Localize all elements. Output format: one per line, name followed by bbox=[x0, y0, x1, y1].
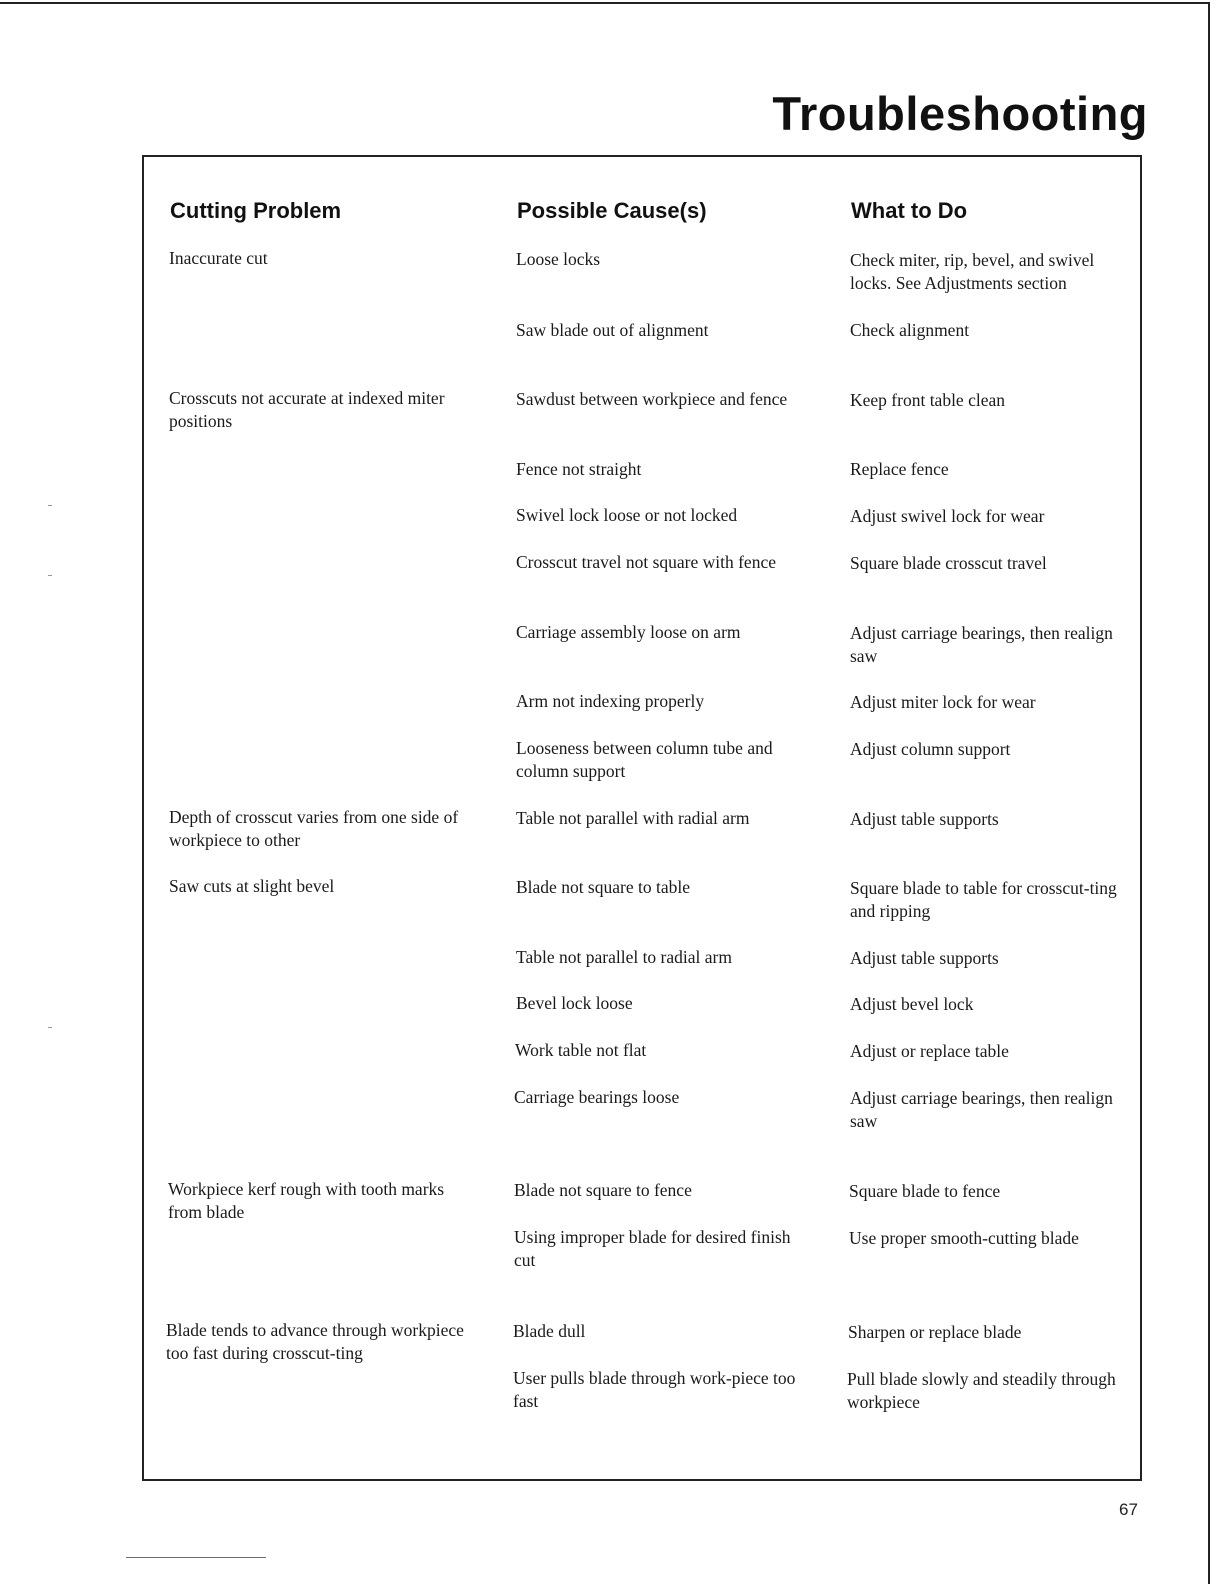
action-cell: Adjust table supports bbox=[850, 809, 999, 829]
page-right-border bbox=[1208, 2, 1210, 1584]
problem-cell: Crosscuts not accurate at indexed miter positions bbox=[169, 388, 445, 431]
cause-cell: Blade not square to table bbox=[516, 877, 690, 897]
header-what-to-do: What to Do bbox=[851, 198, 968, 223]
margin-mark bbox=[48, 505, 52, 506]
action-cell: Keep front table clean bbox=[850, 390, 1005, 410]
page-top-border bbox=[0, 2, 1210, 4]
cause-cell: Arm not indexing properly bbox=[516, 691, 705, 711]
header-cutting-problem: Cutting Problem bbox=[170, 198, 342, 223]
header-possible-causes: Possible Cause(s) bbox=[517, 198, 707, 223]
action-cell: Replace fence bbox=[850, 459, 949, 479]
action-cell: Check miter, rip, bevel, and swivel locks. See Adjustments section bbox=[850, 250, 1095, 293]
problem-cell: Blade tends to advance through workpiece too fast during crosscut-ting bbox=[166, 1320, 464, 1363]
bottom-underline bbox=[126, 1557, 266, 1558]
problem-cell: Saw cuts at slight bevel bbox=[169, 876, 335, 896]
action-cell: Adjust or replace table bbox=[850, 1041, 1009, 1061]
action-cell: Adjust column support bbox=[850, 739, 1011, 759]
action-cell: Square blade to fence bbox=[849, 1181, 1001, 1201]
action-cell: Check alignment bbox=[850, 320, 970, 340]
cause-cell: Table not parallel to radial arm bbox=[516, 947, 732, 967]
action-cell: Pull blade slowly and steadily through workpiece bbox=[847, 1369, 1116, 1412]
action-cell: Adjust miter lock for wear bbox=[850, 692, 1036, 712]
problem-cell: Workpiece kerf rough with tooth marks from blade bbox=[168, 1179, 445, 1222]
cause-cell: Sawdust between workpiece and fence bbox=[516, 389, 788, 409]
cause-cell: Blade not square to fence bbox=[514, 1180, 692, 1200]
cause-cell: Carriage bearings loose bbox=[514, 1087, 680, 1107]
cause-cell: Work table not flat bbox=[515, 1040, 647, 1060]
action-cell: Adjust carriage bearings, then realign saw bbox=[850, 623, 1113, 666]
cause-cell: Fence not straight bbox=[516, 459, 642, 479]
cause-cell: Using improper blade for desired finish cut bbox=[514, 1227, 791, 1270]
problem-cell: Inaccurate cut bbox=[169, 248, 268, 268]
cause-cell: Swivel lock loose or not locked bbox=[516, 505, 738, 525]
action-cell: Adjust table supports bbox=[850, 948, 999, 968]
cause-cell: Loose locks bbox=[516, 249, 601, 269]
cause-cell: Blade dull bbox=[513, 1321, 586, 1341]
cause-cell: Bevel lock loose bbox=[516, 993, 633, 1013]
action-cell: Square blade crosscut travel bbox=[850, 553, 1047, 573]
action-cell: Use proper smooth-cutting blade bbox=[849, 1228, 1079, 1248]
page-number: 67 bbox=[1119, 1500, 1138, 1519]
cause-cell: Looseness between column tube and column support bbox=[516, 738, 773, 781]
margin-mark bbox=[48, 1027, 52, 1028]
action-cell: Sharpen or replace blade bbox=[848, 1322, 1022, 1342]
action-cell: Adjust carriage bearings, then realign saw bbox=[850, 1088, 1113, 1131]
problem-cell: Depth of crosscut varies from one side of workpiece to other bbox=[169, 807, 459, 850]
margin-mark bbox=[48, 575, 52, 576]
action-cell: Adjust bevel lock bbox=[850, 994, 974, 1014]
cause-cell: Crosscut travel not square with fence bbox=[516, 552, 776, 572]
page-title: Troubleshooting bbox=[772, 87, 1148, 140]
action-cell: Adjust swivel lock for wear bbox=[850, 506, 1045, 526]
cause-cell: Carriage assembly loose on arm bbox=[516, 622, 741, 642]
cause-cell: Saw blade out of alignment bbox=[516, 320, 709, 340]
cause-cell: Table not parallel with radial arm bbox=[516, 808, 750, 828]
cause-cell: User pulls blade through work-piece too fast bbox=[513, 1368, 796, 1411]
action-cell: Square blade to table for crosscut-ting and ripping bbox=[850, 878, 1117, 921]
